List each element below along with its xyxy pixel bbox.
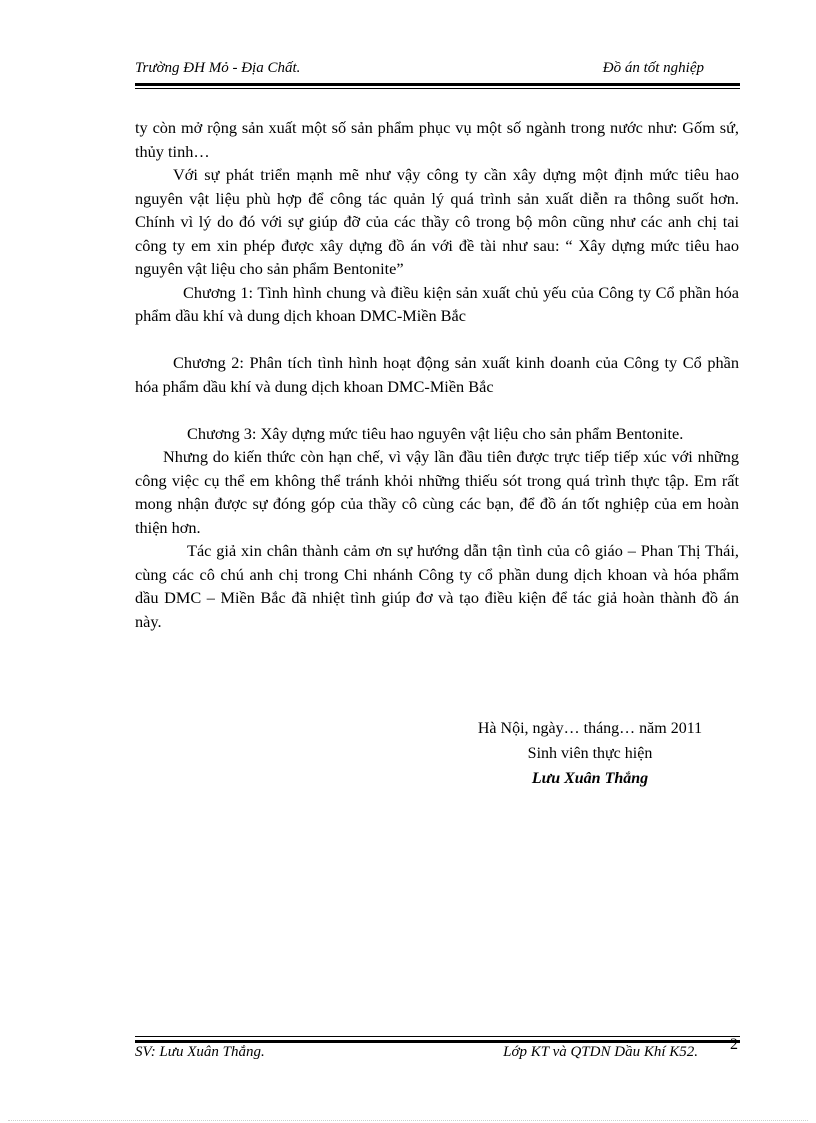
footer-rule-thin bbox=[135, 1036, 740, 1037]
place-date: Hà Nội, ngày… tháng… năm 2011 bbox=[477, 720, 703, 737]
chapter-1: Chương 1: Tình hình chung và điều kiện sản xuất chủ yếu của Công ty Cổ phần hóa phẩm dầu khí và dung dịch khoan DMC-Miền Bắc bbox=[135, 282, 739, 325]
chapter-2: Chương 2: Phân tích tình hình hoạt động sản xuất kinh doanh của Công ty Cổ phần hóa phẩm dầu khí và dung dịch khoan DMC-Miền Bắc bbox=[135, 353, 739, 396]
header-rule-thin bbox=[135, 88, 740, 89]
paragraph-1: ty còn mở rộng sản xuất một số sản phẩm phục vụ một số ngành trong nước như: Gốm sứ, thủy tinh… bbox=[135, 118, 739, 161]
paragraph-6: Nhưng do kiến thức còn hạn chế, vì vậy lần đầu tiên được trực tiếp tiếp xúc với những công việc cụ thể em không thể tránh khỏi những thiếu sót trong quá trình thực tập. Em rất mong nhận được sự đóng góp của thầy cô cùng các bạn, để đồ án tốt nghiệp của em hoàn thiện hơn. bbox=[135, 447, 739, 537]
spacer bbox=[135, 398, 739, 422]
signature-block bbox=[440, 716, 740, 791]
footer-class: Lớp KT và QTDN Dầu Khí K52. bbox=[503, 1044, 698, 1060]
page-number: 2 bbox=[730, 1036, 738, 1053]
paragraph-7: Tác giả xin chân thành cảm ơn sự hướng dẫn tận tình của cô giáo – Phan Thị Thái, cùng các cô chú anh chị trong Chi nhánh Công ty cổ phần dung dịch khoan và hóa phẩm dầu DMC – Miền Bắc đã nhiệt tình giúp đơ và tạo điều kiện để tác giả hoàn thành đồ án này. bbox=[135, 541, 739, 631]
signer-role: Sinh viên thực hiện bbox=[527, 745, 653, 762]
page-footer bbox=[135, 1044, 740, 1068]
signer-name: Lưu Xuân Thắng bbox=[531, 770, 649, 787]
page-edge bbox=[8, 1120, 808, 1121]
header-rule-thick bbox=[135, 83, 740, 86]
footer-rule-thick bbox=[135, 1040, 740, 1043]
footer-student: SV: Lưu Xuân Thắng. bbox=[135, 1044, 265, 1060]
chapter-3: Chương 3: Xây dựng mức tiêu hao nguyên vật liệu cho sản phẩm Bentonite. bbox=[187, 423, 684, 443]
header-doc-type: Đồ án tốt nghiệp bbox=[602, 60, 704, 76]
spacer bbox=[135, 328, 739, 352]
header-school: Trường ĐH Mỏ - Địa Chất. bbox=[135, 60, 301, 76]
paragraph-2: Với sự phát triển mạnh mẽ như vậy công ty cần xây dựng một định mức tiêu hao nguyên vật liệu phù hợp để công tác quản lý quá trình sản xuất diễn ra thông suốt hơn. Chính vì lý do đó với sự giúp đỡ của các thầy cô trong bộ môn cũng như các anh chị tai công ty em xin phép được xây dựng đồ án với đề tài như sau: “ Xây dựng mức tiêu hao nguyên vật liệu cho sản phẩm Bentonite” bbox=[135, 165, 739, 278]
document-body bbox=[135, 116, 739, 633]
page-header bbox=[135, 58, 740, 82]
